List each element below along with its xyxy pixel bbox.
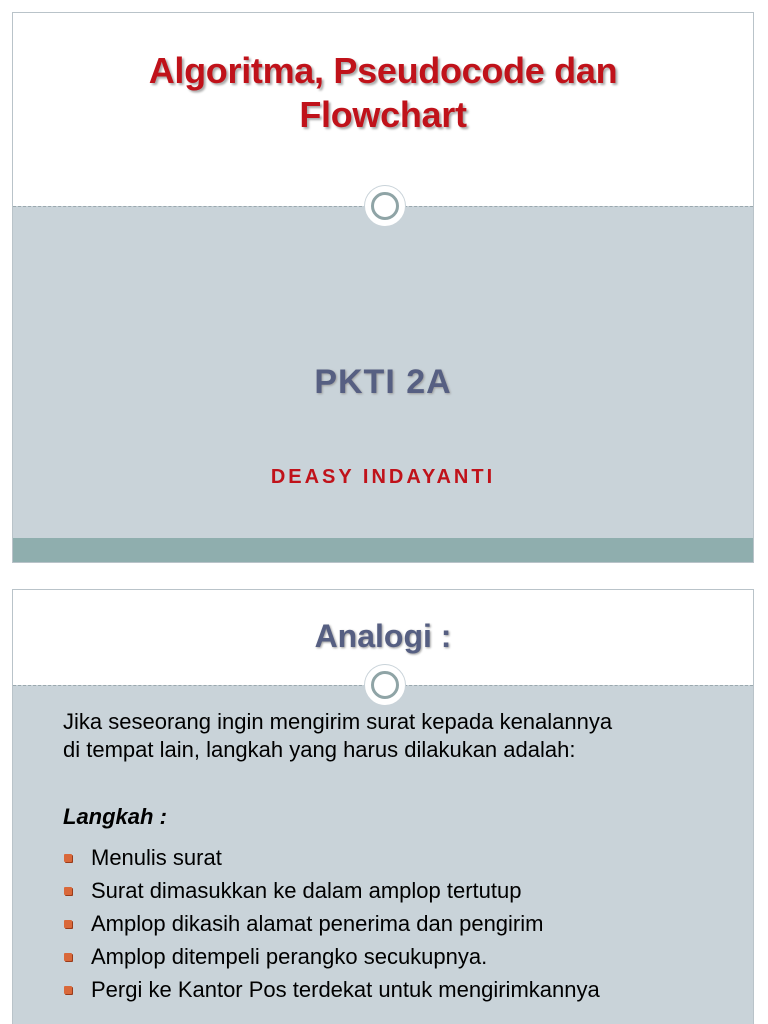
- ring-ornament-icon: [365, 186, 405, 226]
- list-item: [63, 940, 600, 973]
- list-item: [63, 973, 600, 1006]
- list-item: [63, 874, 600, 907]
- slide-title-footer-bar: [13, 538, 753, 563]
- step-text: Menulis surat: [91, 845, 222, 870]
- square-bullet-icon: [64, 953, 72, 961]
- step-text: Surat dimasukkan ke dalam amplop tertutup: [91, 878, 522, 903]
- slide-title: [12, 12, 754, 563]
- slide-heading: Analogi :: [314, 618, 452, 654]
- intro-line-1: Jika seseorang ingin mengirim surat kepada kenalannya: [63, 709, 613, 734]
- step-text: Pergi ke Kantor Pos terdekat untuk mengirimkannya: [91, 977, 600, 1002]
- list-item: [63, 841, 600, 874]
- square-bullet-icon: [64, 986, 72, 994]
- step-text: Amplop dikasih alamat penerima dan pengirim: [91, 911, 544, 936]
- title-line-2: Flowchart: [299, 94, 467, 135]
- square-bullet-icon: [64, 887, 72, 895]
- slide-analogi: [12, 589, 754, 1024]
- square-bullet-icon: [64, 920, 72, 928]
- presentation-title: [13, 49, 753, 137]
- presentation-subtitle: PKTI 2A: [314, 363, 452, 401]
- author-name: DEASY INDAYANTI: [270, 466, 496, 488]
- ring-ornament-icon: [365, 665, 405, 705]
- list-item: [63, 907, 600, 940]
- steps-list: [63, 841, 600, 1006]
- square-bullet-icon: [64, 854, 72, 862]
- step-text: Amplop ditempeli perangko secukupnya.: [91, 944, 488, 969]
- intro-line-2: di tempat lain, langkah yang harus dilakukan adalah:: [63, 737, 576, 762]
- intro-paragraph: [63, 708, 743, 764]
- title-line-1: Algoritma, Pseudocode dan: [148, 50, 618, 91]
- steps-heading: Langkah :: [63, 804, 167, 829]
